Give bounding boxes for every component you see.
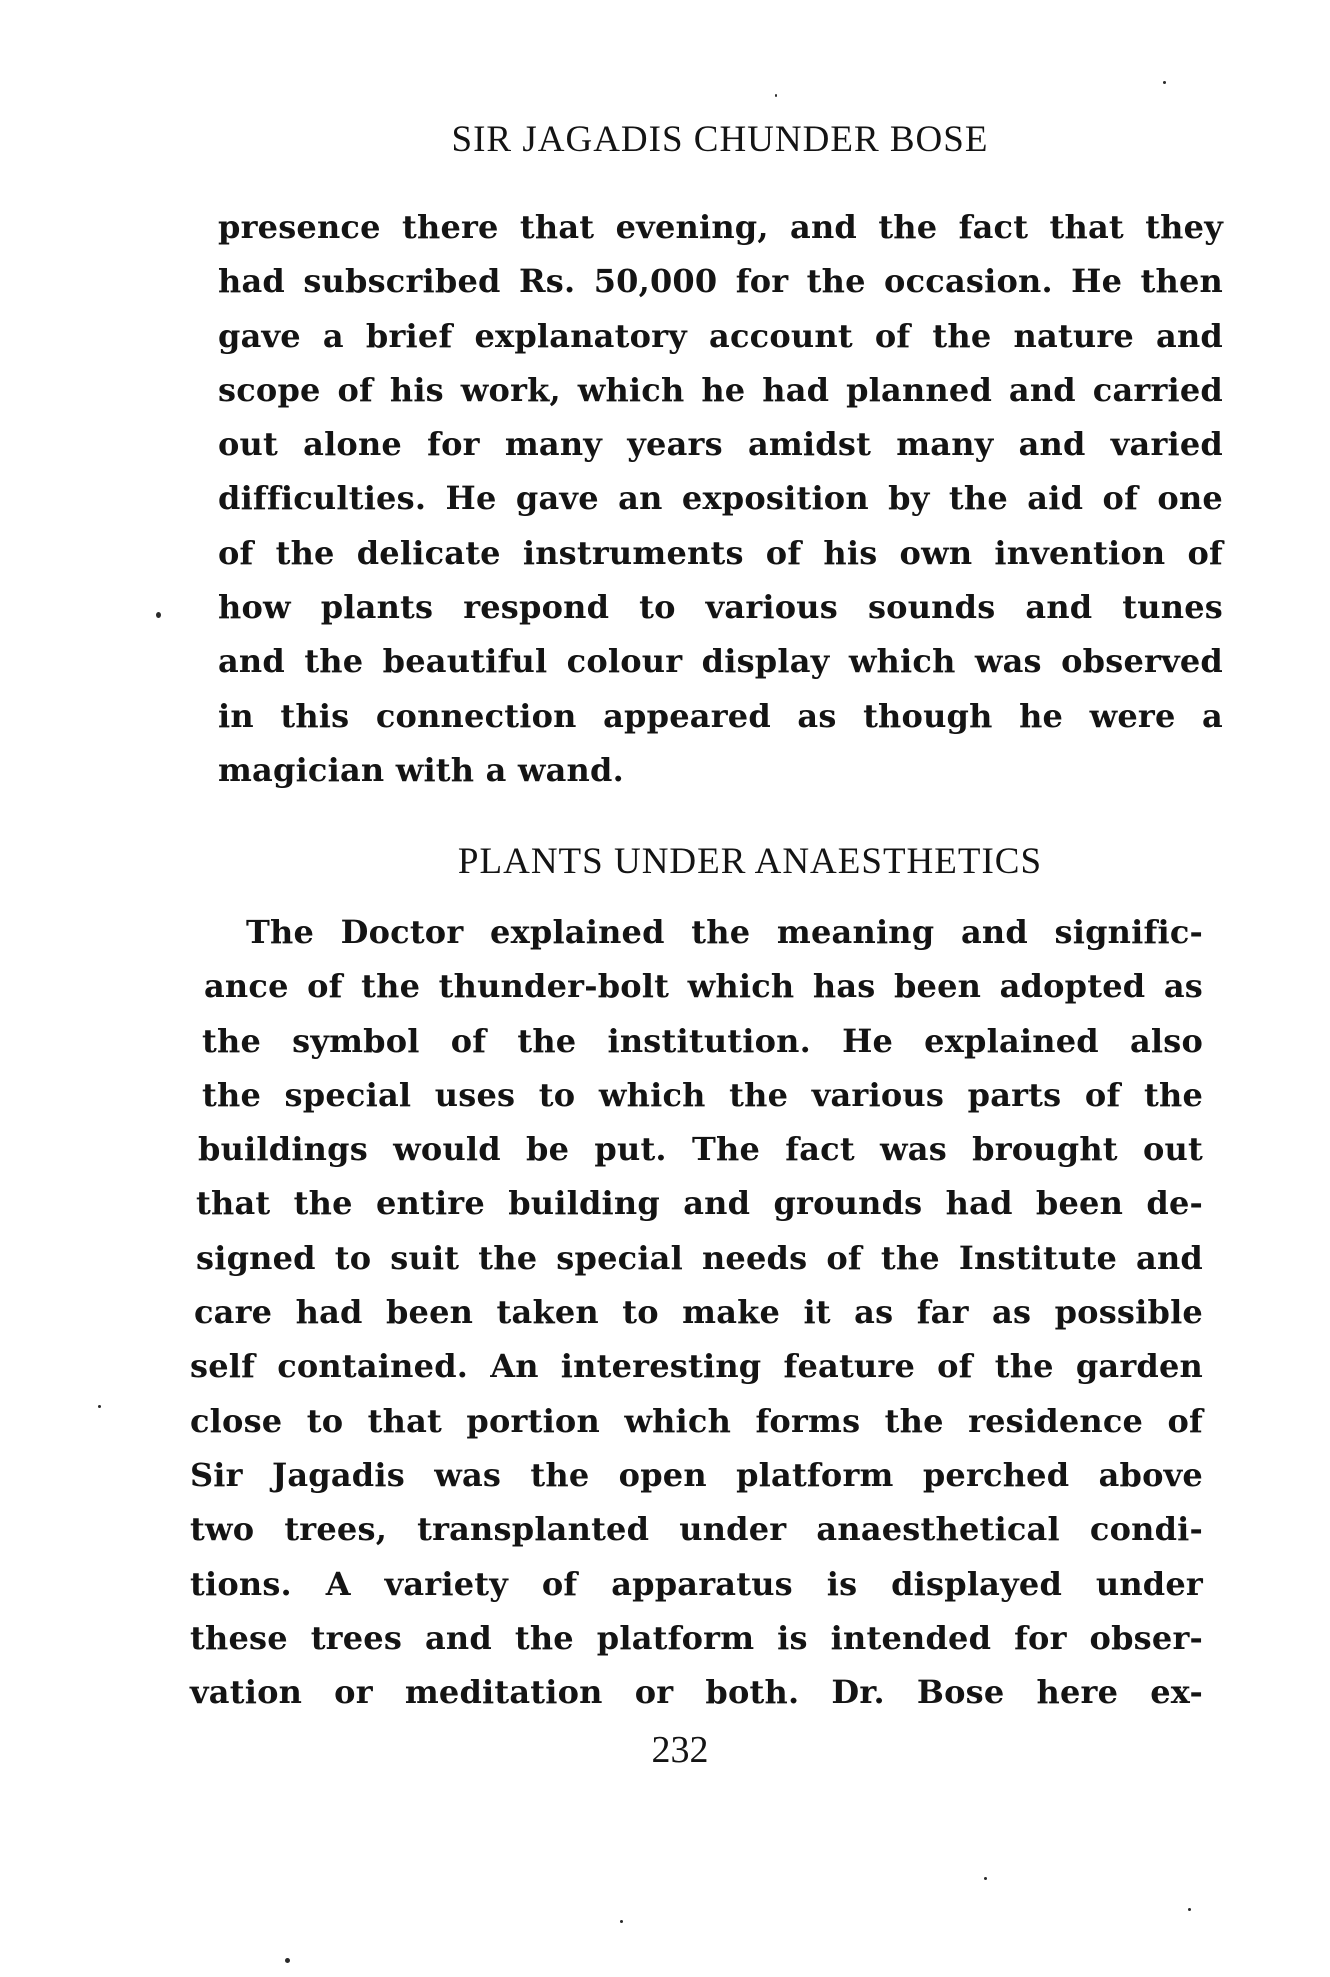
text-line: ance of the thunder-bolt which has been adopted as: [204, 967, 1203, 1006]
page-number: 232: [651, 1729, 709, 1771]
text-line: gave a brief explanatory account of the nature and: [218, 316, 1223, 355]
text-line: that the entire building and grounds had been de-: [196, 1184, 1203, 1223]
text-line: vation or meditation or both. Dr. Bose here ex-: [190, 1673, 1203, 1712]
text-line: difficulties. He gave an exposition by the aid of one: [218, 479, 1223, 518]
text-line: Sir Jagadis was the open platform perched above: [190, 1455, 1203, 1494]
text-line: close to that portion which forms the residence of: [190, 1401, 1203, 1440]
text-line: two trees, transplanted under anaesthetical condi-: [190, 1510, 1203, 1549]
text-line: had subscribed Rs. 50,000 for the occasion. He then: [218, 262, 1223, 301]
text-line: in this connection appeared as though he were a: [218, 696, 1223, 735]
section-heading: PLANTS UNDER ANAESTHETICS: [457, 841, 1043, 882]
text-line: of the delicate instruments of his own invention of: [218, 533, 1223, 572]
text-line: The Doctor explained the meaning and signific-: [246, 913, 1203, 951]
paragraph-2: [190, 905, 1203, 1719]
text-line: out alone for many years amidst many and varied: [218, 425, 1223, 464]
text-line: the special uses to which the various parts of the: [202, 1075, 1203, 1114]
running-head: SIR JAGADIS CHUNDER BOSE: [451, 119, 989, 160]
paragraph-1: [218, 200, 1223, 797]
text-line: and the beautiful colour display which was observed: [218, 642, 1223, 681]
scan-speck: [98, 1405, 101, 1408]
scan-speck: [775, 94, 777, 97]
scan-speck: [1163, 81, 1166, 84]
text-line: scope of his work, which he had planned and carried: [218, 370, 1223, 409]
text-line: self contained. An interesting feature of the garden: [190, 1347, 1203, 1386]
text-line: buildings would be put. The fact was brought out: [198, 1130, 1203, 1169]
scan-speck: [156, 612, 161, 618]
text-line: presence there that evening, and the fact that they: [218, 208, 1223, 246]
scan-speck: [620, 1920, 623, 1923]
text-line: how plants respond to various sounds and tunes: [218, 588, 1223, 627]
text-line: tions. A variety of apparatus is displayed under: [190, 1564, 1203, 1603]
scan-speck: [984, 1877, 987, 1880]
text-line: the symbol of the institution. He explained also: [202, 1021, 1203, 1060]
text-line: magician with a wand.: [218, 750, 624, 789]
scan-speck: [285, 1958, 290, 1963]
text-line: care had been taken to make it as far as possible: [194, 1293, 1203, 1332]
text-line: these trees and the platform is intended for obser-: [190, 1618, 1203, 1657]
scan-speck: [1188, 1908, 1191, 1911]
text-line: signed to suit the special needs of the Institute and: [196, 1238, 1203, 1277]
